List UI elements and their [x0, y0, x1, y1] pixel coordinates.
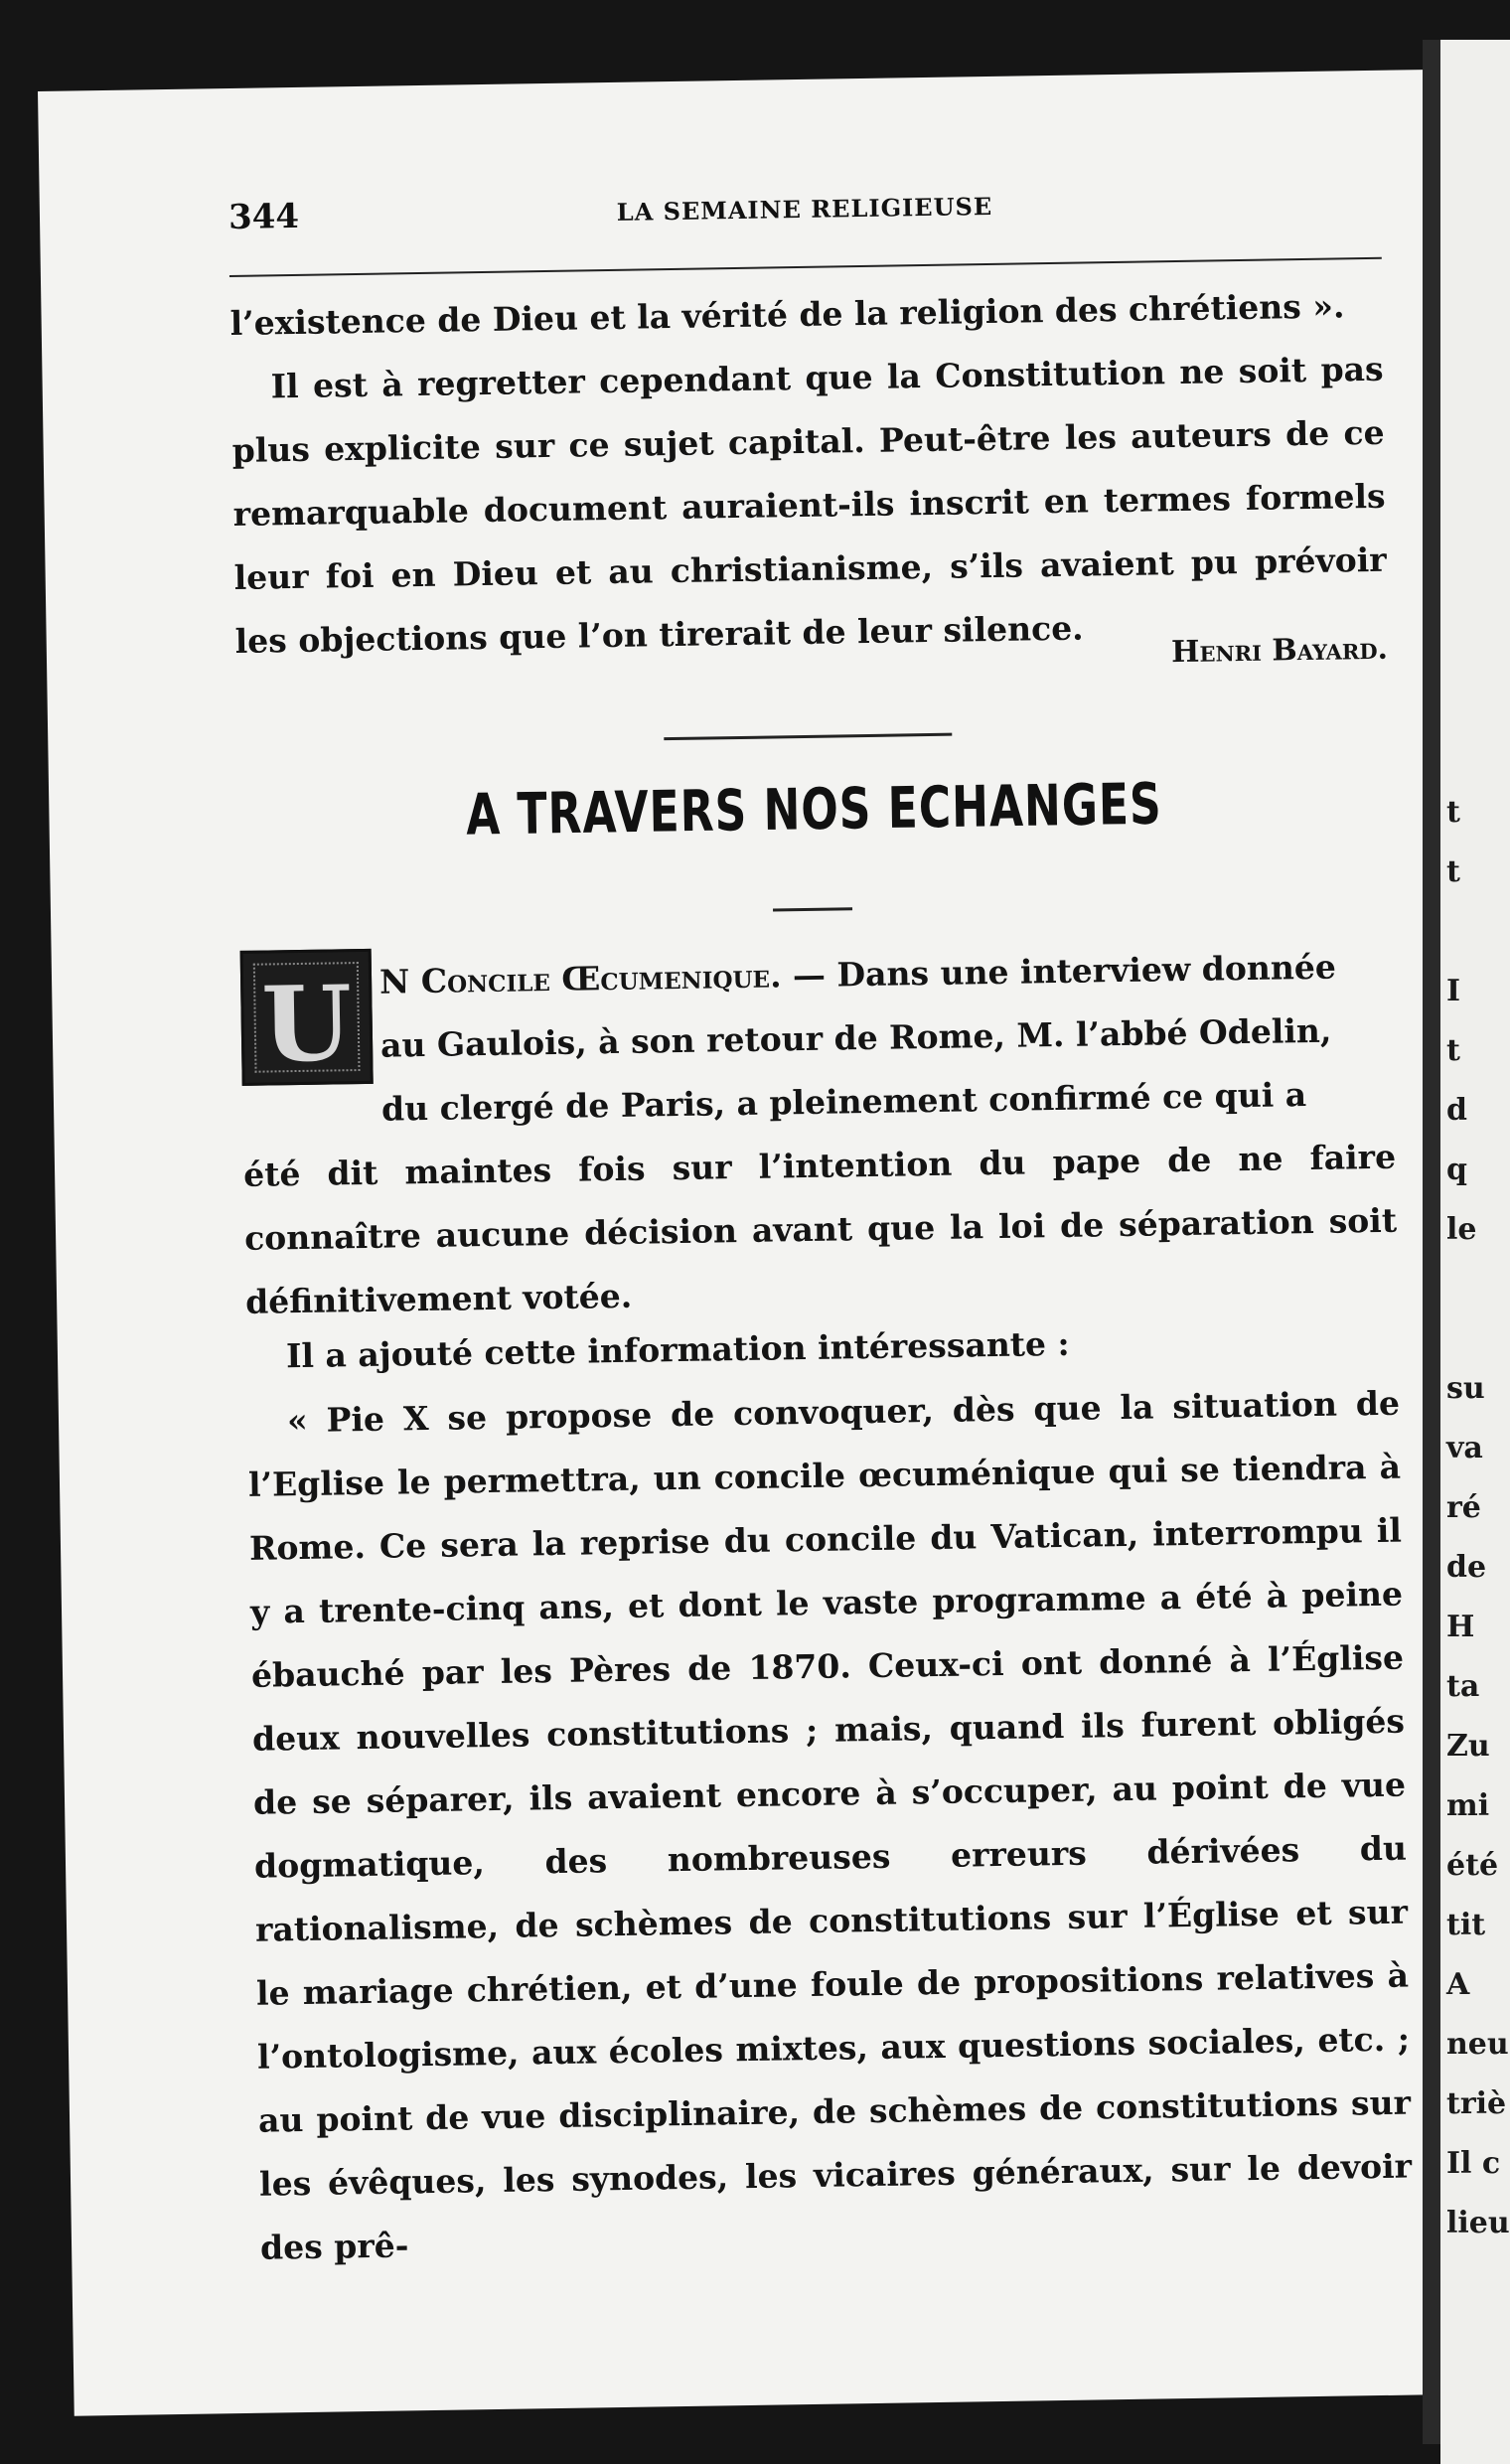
opening-line: l’existence de Dieu et la vérité de la religion des chrétiens ».: [229, 286, 1345, 343]
adjacent-page-fragment: été: [1446, 1848, 1499, 1883]
adjacent-page-fragment: de: [1446, 1550, 1487, 1585]
adjacent-page-fragment: t: [1446, 854, 1460, 889]
header-rule: [229, 257, 1382, 277]
opening-paragraph: Il est à regretter cependant que la Constitution ne soit pas plus explicite sur ce sujet capital. Peut-être les auteurs de ce remarquable document auraient-ils inscrit en termes formels leur foi en Dieu et au christianisme, s’ils avaient pu prévoir les objections que l’on tirerait de leur silence.: [231, 349, 1387, 661]
article-title: A TRAVERS NOS ECHANGES: [465, 771, 1163, 848]
title-divider: [773, 907, 852, 911]
section-divider: [664, 733, 952, 741]
adjacent-page-fragment: q: [1446, 1153, 1467, 1187]
adjacent-page-fragment: su: [1446, 1371, 1485, 1406]
adjacent-page-fragment: A: [1446, 1967, 1470, 2002]
adjacent-page-fragment: triè: [1446, 2086, 1507, 2121]
adjacent-page-fragment: Il c: [1446, 2146, 1501, 2181]
adjacent-page-fragment: le: [1446, 1212, 1477, 1247]
adjacent-page-fragment: t: [1446, 1033, 1460, 1068]
adjacent-page-fragment: Zu: [1446, 1729, 1490, 1764]
page-header: [228, 180, 1382, 257]
adjacent-page-fragment: tit: [1446, 1908, 1486, 1942]
adjacent-page-fragment: I: [1446, 974, 1461, 1008]
article-line-2: au Gaulois, à son retour de Rome, M. l’abbé Odelin,: [379, 1010, 1332, 1065]
initial-letter: U: [260, 962, 354, 1086]
adjacent-page-fragment: ta: [1446, 1669, 1480, 1704]
adjacent-page-edge: [1440, 40, 1510, 2464]
article-quote: « Pie X se propose de convoquer, dès que la situation de l’Eglise le permettra, un concile œcuménique qui se tiendra à Rome. Ce sera la reprise du concile du Vatican, interrompu il y a trente-cinq ans, et dont le vaste programme a été à peine ébauché par les Pères de 1870. Ceux-ci ont donné à l’Église deux nouvelles constitutions ; mais, quand ils furent obligés de se séparer, ils avaient encore à s’occuper, au point de vue dogmatique, des nombreuses erreurs dérivées du rationalisme, de schèmes de constitutions sur l’Église et sur le mariage chrétien, et d’une foule de propositions relatives à l’ontologisme, aux écoles mixtes, aux questions sociales, etc. ; au point de vue disciplinaire, de schèmes de constitutions sur les évêques, les synodes, les vicaires généraux, sur le devoir des prê-: [247, 1383, 1413, 2267]
article-line-1-rest: — Dans une interview donnée: [781, 947, 1337, 996]
article-line-3: du clergé de Paris, a pleinement confirmé ce qui a: [380, 1075, 1307, 1129]
adjacent-page-fragment: d: [1446, 1093, 1467, 1128]
adjacent-page-fragment: lieu: [1446, 2206, 1510, 2240]
author-signature: Henri Bayard.: [1170, 631, 1389, 671]
adjacent-page-fragment: mi: [1446, 1788, 1490, 1823]
adjacent-page-fragment: va: [1446, 1431, 1483, 1465]
adjacent-page-fragment: ré: [1446, 1490, 1481, 1525]
article-rest: été dit maintes fois sur l’intention du pape de ne faire connaître aucune décision avant que la loi de séparation soit définitivement votée.: [242, 1137, 1398, 1321]
article-paragraph-2: Il a ajouté cette information intéressante :: [285, 1323, 1070, 1376]
book-gutter: [1423, 40, 1440, 2444]
opening-text: [229, 274, 1388, 674]
article-lead: N Concile Œcumenique.: [378, 956, 782, 1001]
adjacent-page-fragment: t: [1446, 795, 1460, 830]
book-page: [38, 70, 1460, 2416]
running-head: LA SEMAINE RELIGIEUSE: [616, 191, 993, 227]
adjacent-page-fragment: H: [1446, 1610, 1475, 1644]
adjacent-page-fragment: neu: [1446, 2027, 1509, 2062]
article-paragraph-1: [240, 935, 1399, 1334]
page-number: 344: [227, 196, 300, 237]
